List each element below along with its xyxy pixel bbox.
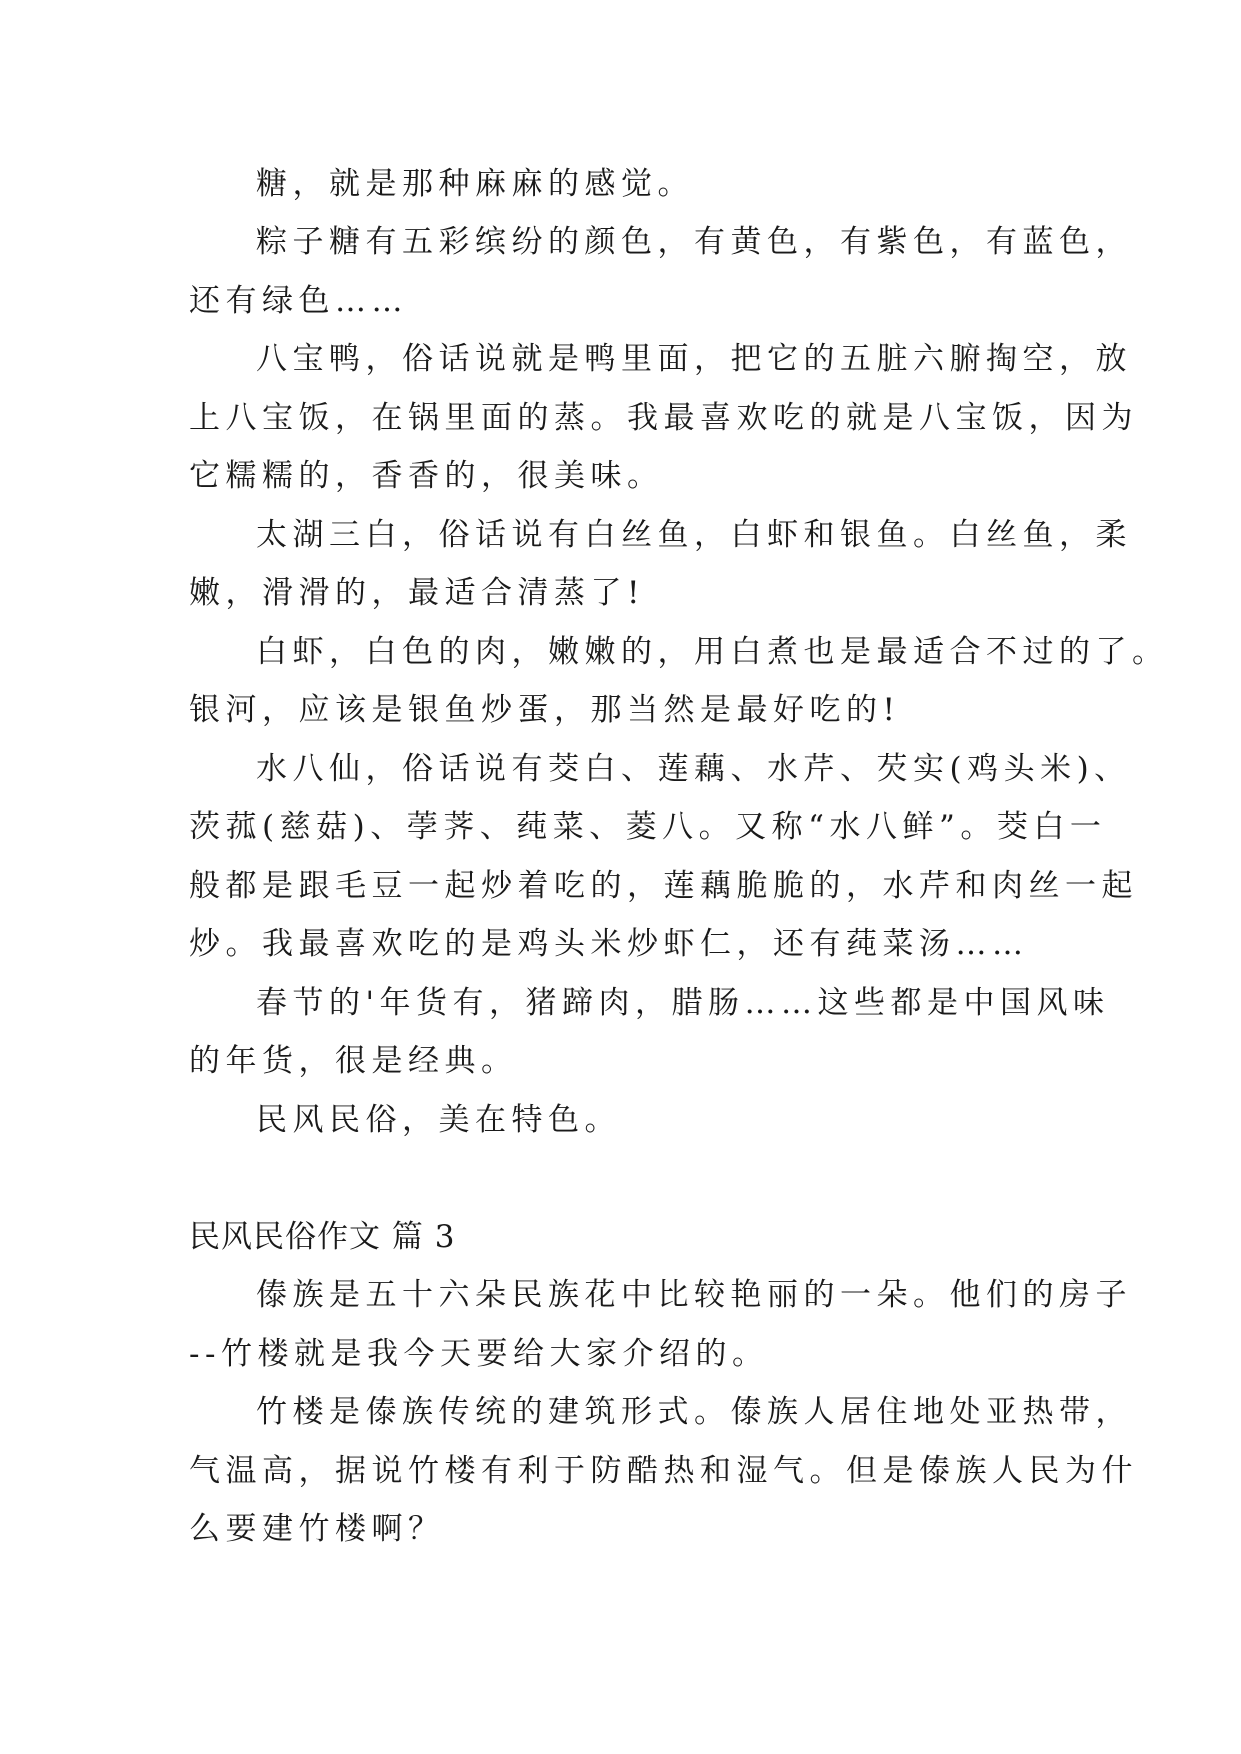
text-line: 太湖三白，俗话说有白丝鱼，白虾和银鱼。白丝鱼，柔 bbox=[256, 517, 1132, 553]
text-line: 它糯糯的，香香的，很美味。 bbox=[189, 458, 664, 494]
text-line: 还有绿色…… bbox=[189, 283, 408, 319]
text-line: 八宝鸭，俗话说就是鸭里面，把它的五脏六腑掏空，放 bbox=[256, 341, 1132, 377]
text-line: 白虾，白色的肉，嫩嫩的，用白煮也是最适合不过的了。 bbox=[256, 634, 1169, 670]
text-line: 民风民俗，美在特色。 bbox=[256, 1102, 621, 1138]
text-line: 么要建竹楼啊？ bbox=[189, 1511, 445, 1547]
text-line: 炒。我最喜欢吃的是鸡头米炒虾仁，还有莼菜汤…… bbox=[189, 926, 1029, 962]
text-line: 糖，就是那种麻麻的感觉。 bbox=[256, 166, 694, 202]
text-line: 银河，应该是银鱼炒蛋，那当然是最好吃的! bbox=[189, 692, 901, 728]
text-line: 的年货，很是经典。 bbox=[189, 1043, 518, 1079]
text-line: 水八仙，俗话说有茭白、莲藕、水芹、芡实(鸡头米)、 bbox=[256, 751, 1131, 787]
text-line: 气温高，据说竹楼有利于防酷热和湿气。但是傣族人民为什 bbox=[189, 1453, 1138, 1489]
text-line: 嫩，滑滑的，最适合清蒸了! bbox=[189, 575, 645, 611]
text-line: 傣族是五十六朵民族花中比较艳丽的一朵。他们的房子 bbox=[256, 1277, 1132, 1313]
text-line: 茨菰(慈菇)、荸荠、莼菜、菱八。又称“水八鲜”。茭白一 bbox=[189, 809, 1107, 845]
text-line: 竹楼是傣族传统的建筑形式。傣族人居住地处亚热带， bbox=[256, 1394, 1132, 1430]
section-heading: 民风民俗作文 篇 3 bbox=[189, 1219, 456, 1255]
text-line: 粽子糖有五彩缤纷的颜色，有黄色，有紫色，有蓝色， bbox=[256, 224, 1132, 260]
text-line: 上八宝饭，在锅里面的蒸。我最喜欢吃的就是八宝饭，因为 bbox=[189, 400, 1138, 436]
text-line: 春节的'年货有，猪蹄肉，腊肠……这些都是中国风味 bbox=[256, 985, 1110, 1021]
text-line: --竹楼就是我今天要给大家介绍的。 bbox=[189, 1336, 769, 1372]
text-line: 般都是跟毛豆一起炒着吃的，莲藕脆脆的，水芹和肉丝一起 bbox=[189, 868, 1138, 904]
